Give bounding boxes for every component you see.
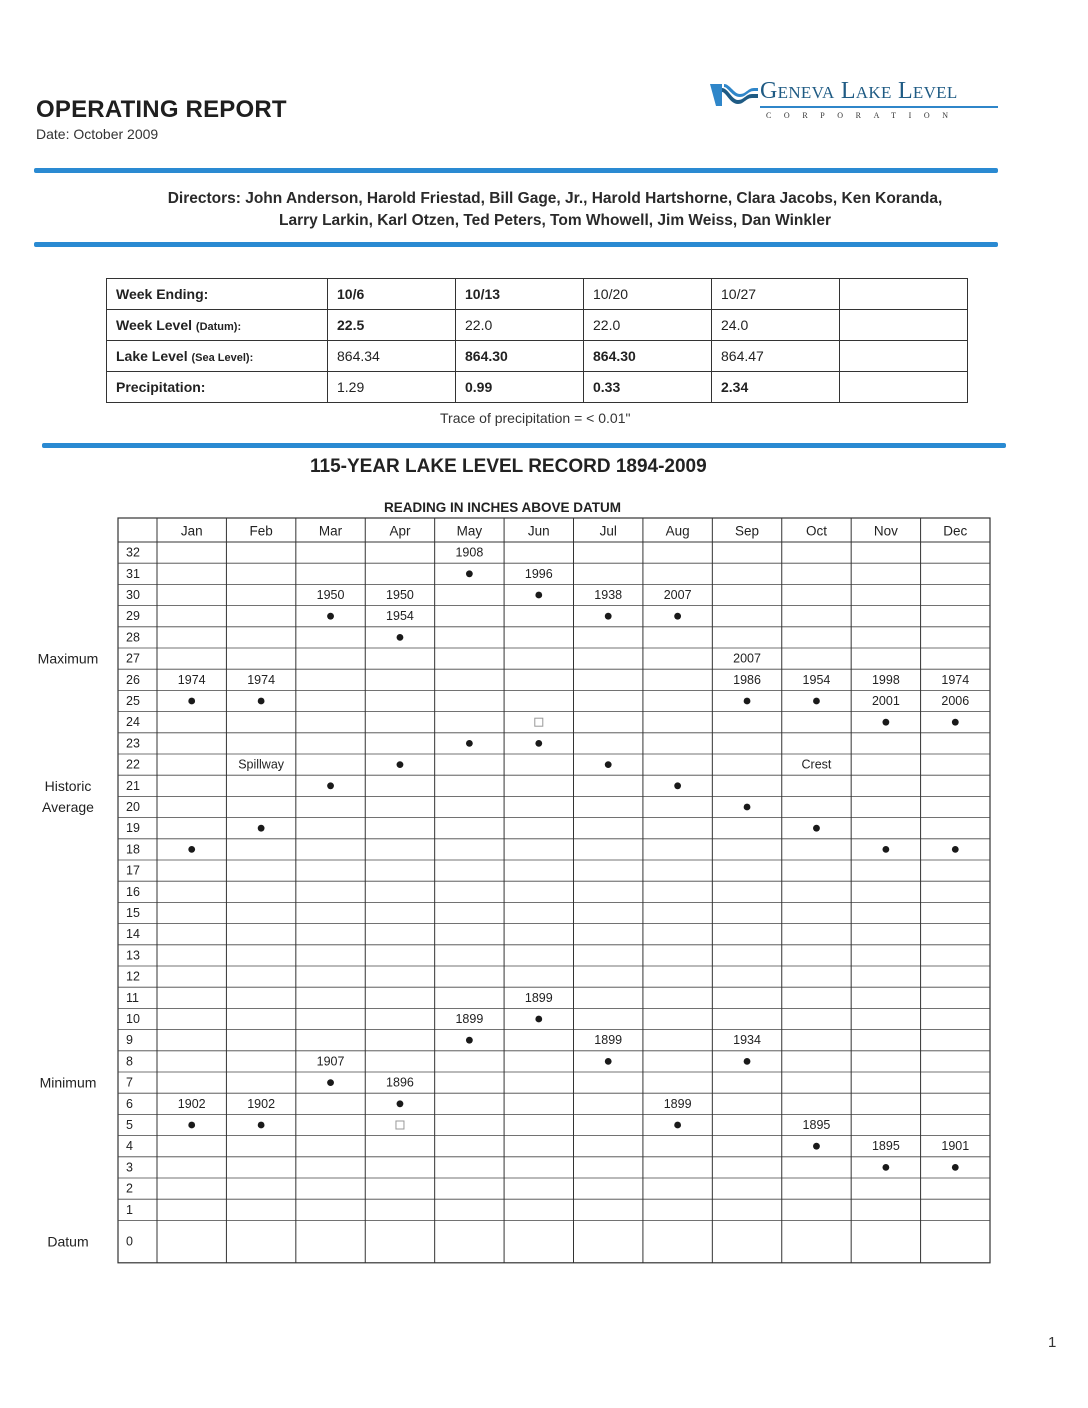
reading-label: READING IN INCHES ABOVE DATUM: [384, 500, 622, 515]
level-label: 17: [126, 863, 140, 878]
level-label: 21: [126, 778, 140, 793]
side-label: Maximum: [37, 650, 99, 667]
level-label: 31: [126, 566, 140, 581]
month-header: Nov: [873, 523, 898, 539]
table-cell: 22.5: [328, 310, 456, 341]
row-label: Week Ending:: [107, 279, 328, 310]
month-header: Oct: [805, 523, 827, 539]
table-cell: 864.30: [456, 341, 584, 372]
month-header: Dec: [943, 523, 968, 539]
table-cell: 1.29: [328, 372, 456, 403]
page-number: 1: [1048, 1334, 1057, 1351]
month-header: Mar: [318, 523, 343, 539]
minimum-year-label: 1895: [802, 1118, 831, 1132]
minimum-year-label: 1899: [524, 990, 553, 1005]
level-label: 1: [126, 1202, 133, 1217]
maximum-year-label: 1974: [247, 672, 276, 687]
level-label: 30: [126, 588, 140, 602]
minimum-marker: [258, 1122, 265, 1129]
level-label: 25: [126, 694, 140, 708]
row-label: Precipitation:: [107, 372, 328, 403]
table-cell: 0.99: [456, 372, 584, 403]
minimum-year-label: 1902: [177, 1096, 206, 1111]
minimum-year-label: 1901: [941, 1139, 970, 1154]
table-cell: 24.0: [712, 310, 840, 341]
minimum-marker: [466, 1037, 473, 1044]
logo-name: Geneva Lake Level: [760, 78, 958, 104]
record-title: 115-YEAR LAKE LEVEL RECORD 1894-2009: [310, 456, 707, 477]
average-marker: [744, 804, 751, 811]
minimum-marker: [397, 1100, 404, 1107]
table-cell: 22.0: [456, 310, 584, 341]
maximum-marker: [327, 613, 334, 620]
level-label: 32: [126, 545, 140, 560]
minimum-marker: [188, 1122, 195, 1129]
level-label: 10: [126, 1012, 140, 1026]
maximum-marker: [674, 613, 681, 620]
level-label: 27: [126, 651, 140, 666]
maximum-year-label: 2001: [871, 694, 900, 708]
level-label: 19: [126, 821, 140, 836]
maximum-year-label: 2007: [733, 651, 761, 666]
grid-note: Spillway: [238, 757, 285, 772]
average-marker: [258, 825, 265, 832]
level-label: 16: [126, 884, 140, 899]
directors-line-1: John Anderson, Harold Friestad, Bill Gage, Jr., Harold Hartshorne, Clara Jacobs, Ken Koranda,: [245, 190, 943, 207]
month-header: May: [456, 523, 483, 539]
maximum-year-label: 1986: [733, 672, 761, 687]
maximum-marker: [258, 698, 265, 705]
level-label: 2: [126, 1181, 133, 1196]
minimum-year-label: 1899: [455, 1012, 484, 1026]
average-marker: [188, 846, 195, 853]
row-label: Lake Level (Sea Level):: [107, 341, 328, 372]
maximum-year-label: 1996: [524, 566, 553, 581]
row-label: Week Level (Datum):: [107, 310, 328, 341]
average-marker: [466, 740, 473, 747]
trace-note: Trace of precipitation = < 0.01": [440, 410, 631, 426]
month-header: Apr: [389, 523, 411, 539]
level-label: 13: [126, 948, 140, 963]
minimum-year-label: 1899: [594, 1033, 623, 1048]
month-header: Jan: [180, 523, 203, 539]
open-square-marker: [396, 1121, 404, 1129]
minimum-year-label: 1896: [386, 1075, 414, 1090]
level-label: 5: [126, 1118, 133, 1132]
month-header: Sep: [735, 523, 760, 539]
average-marker: [327, 782, 334, 789]
grid-frame: [118, 518, 990, 1263]
table-cell: 864.47: [712, 341, 840, 372]
level-label: 22: [126, 757, 140, 772]
minimum-marker: [952, 1164, 959, 1171]
minimum-marker: [813, 1143, 820, 1150]
minimum-year-label: 1902: [247, 1096, 276, 1111]
side-label: Average: [42, 799, 94, 815]
report-title: OPERATING REPORT: [36, 96, 287, 123]
level-label: 9: [126, 1033, 133, 1048]
minimum-marker: [605, 1058, 612, 1065]
level-label: 7: [126, 1075, 133, 1090]
level-label: 6: [126, 1096, 133, 1111]
minimum-marker: [535, 1016, 542, 1023]
table-cell: 864.34: [328, 341, 456, 372]
report-date: Date: October 2009: [36, 126, 159, 142]
month-header: Jul: [599, 523, 617, 539]
maximum-marker: [188, 698, 195, 705]
maximum-marker: [813, 698, 820, 705]
level-label: 20: [126, 800, 140, 814]
average-marker: [535, 740, 542, 747]
level-label: 4: [126, 1139, 133, 1154]
maximum-marker: [466, 570, 473, 577]
maximum-year-label: 1954: [802, 672, 831, 687]
maximum-marker: [882, 719, 889, 726]
level-label: 29: [126, 609, 140, 624]
maximum-year-label: 1974: [177, 672, 206, 687]
directors-label: Directors:: [167, 190, 241, 207]
maximum-marker: [605, 613, 612, 620]
level-label: 24: [126, 715, 140, 730]
maximum-year-label: 1950: [316, 588, 345, 602]
month-header: Jun: [527, 523, 550, 539]
table-cell: 10/13: [456, 279, 584, 310]
minimum-marker: [327, 1079, 334, 1086]
level-label: 15: [126, 906, 140, 920]
maximum-marker: [744, 698, 751, 705]
month-header: Feb: [249, 523, 273, 539]
maximum-marker: [535, 592, 542, 599]
maximum-year-label: 2006: [941, 694, 970, 708]
maximum-marker: [952, 719, 959, 726]
maximum-marker: [397, 634, 404, 641]
logo-subtitle: CORPORATION: [766, 111, 961, 120]
average-marker: [397, 761, 404, 768]
level-label: 28: [126, 630, 140, 645]
level-label: 18: [126, 842, 140, 857]
table-cell: 22.0: [584, 310, 712, 341]
table-cell: 0.33: [584, 372, 712, 403]
minimum-year-label: 1895: [871, 1139, 900, 1154]
average-marker: [882, 846, 889, 853]
side-label: Historic: [44, 777, 92, 794]
minimum-year-label: 1934: [733, 1033, 761, 1048]
maximum-year-label: 1974: [941, 672, 970, 687]
directors-line-2: Larry Larkin, Karl Otzen, Ted Peters, Tom Whowell, Jim Weiss, Dan Winkler: [279, 212, 831, 229]
average-marker: [605, 761, 612, 768]
current-level-marker: [535, 718, 543, 726]
minimum-year-label: 1899: [663, 1096, 692, 1111]
maximum-year-label: 1938: [594, 588, 623, 602]
table-cell: 864.30: [584, 341, 712, 372]
minimum-marker: [674, 1122, 681, 1129]
level-label: 0: [126, 1234, 133, 1249]
side-label: Minimum: [39, 1074, 97, 1091]
table-cell: 10/27: [712, 279, 840, 310]
month-header: Aug: [665, 523, 690, 539]
maximum-year-label: 1954: [386, 609, 414, 624]
minimum-marker: [744, 1058, 751, 1065]
average-marker: [674, 782, 681, 789]
level-label: 8: [126, 1054, 133, 1069]
average-marker: [813, 825, 820, 832]
level-label: 12: [126, 969, 140, 984]
table-cell: 10/6: [328, 279, 456, 310]
level-label: 14: [126, 927, 140, 942]
minimum-year-label: 1907: [316, 1054, 345, 1069]
average-marker: [952, 846, 959, 853]
minimum-marker: [882, 1164, 889, 1171]
level-label: 26: [126, 672, 140, 687]
table-cell: 2.34: [712, 372, 840, 403]
level-label: 3: [126, 1160, 133, 1175]
grid-note: Crest: [801, 757, 832, 772]
maximum-year-label: 1908: [455, 545, 484, 560]
maximum-year-label: 1950: [386, 588, 414, 602]
table-cell: 10/20: [584, 279, 712, 310]
level-label: 23: [126, 736, 140, 751]
side-label: Datum: [47, 1233, 89, 1250]
level-label: 11: [126, 990, 139, 1005]
maximum-year-label: 2007: [663, 588, 692, 602]
maximum-year-label: 1998: [871, 672, 900, 687]
